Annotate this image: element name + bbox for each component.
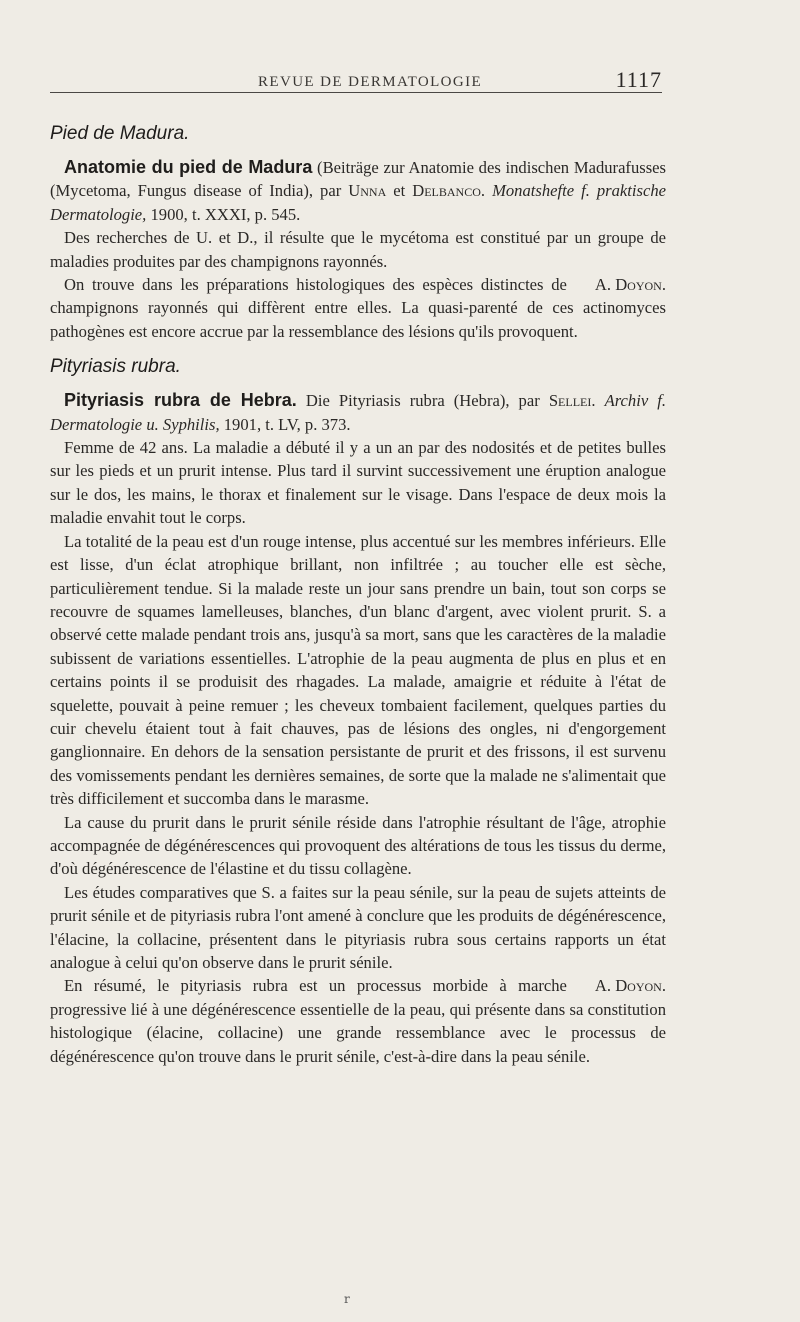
paragraph-text: On trouve dans les préparations histologiques des espèces distinctes de champignons rayonnés qui diffèrent entre elles. La quasi-parenté de ces actinomyces pathogènes est encore accrue par la ressemblance des lésions qu'ils provoquent.: [50, 275, 666, 341]
section-title-madura: Pied de Madura.: [50, 123, 190, 144]
article-title: Pityriasis rubra de Hebra.: [64, 390, 297, 411]
article-heading-pityriasis: [50, 389, 666, 436]
paragraph: La totalité de la peau est d'un rouge intense, plus accentué sur les membres inférieurs. Elle est lisse, d'un éclat atrophique brillant, non infiltrée ; au toucher elle est sèche, particulièrement tendue. Si la malade reste un jour sans prendre un bain, tout son corps se recouvre de squames lamelleuses, blanches, d'un blanc d'argent, avec violent prurit. S. a observé cette malade pendant trois ans, jusqu'à sa mort, sans que les caractères de la maladie subissent de variations essentielles. L'atrophie de la peau augmenta de plus en plus et en certains points il se produisit des rhagades. La malade, amaigrie et réduite à l'état de squelette, pouvait à peine remuer ; les cheveux tombaient facilement, quelques parties du cuir chevelu étaient tout à fait chauves, pas de lésions des ongles, ni d'engorgement ganglionnaire. En dehors de la sensation persistante de prurit et des frissons, il est survenu des vomissements pendant les dernières semaines, de sorte que la malade ne s'alimentait que très difficilement et succomba dans le marasme.: [50, 531, 666, 809]
citation-text: Die Pityriasis rubra (Hebra), par: [296, 391, 549, 411]
running-title: REVUE DE DERMATOLOGIE: [258, 74, 483, 90]
author-name: Delbanco.: [412, 181, 486, 201]
signature: A. Doyon.: [594, 976, 666, 996]
page-content: [50, 120, 666, 1068]
journal-name: Archiv f. Dermatologie u. Syphilis,: [50, 391, 667, 434]
paragraph: Les études comparatives que S. a faites sur la peau sénile, sur la peau de sujets atteints de prurit sénile et de pityriasis rubra l'ont amené à conclure que les produits de dégénérescence, l'élacine, la collacine, présentent dans le pityriasis rubra sous certains rapports un état analogue à celui qu'on observe dans le prurit sénile.: [50, 882, 666, 972]
article-title: Anatomie du pied de Madura: [64, 157, 313, 177]
article-heading-madura: [50, 156, 666, 226]
page-number: 1117: [615, 67, 662, 92]
paragraph: La cause du prurit dans le prurit sénile réside dans l'atrophie résultant de l'âge, atrophie accompagnée de dégénérescences qui provoquent des altérations de tous les tissus du derme, d'où dégénérescence de l'élastine et du tissu collagène.: [50, 812, 666, 879]
paragraph: Des recherches de U. et D., il résulte que le mycétoma est constitué par un groupe de maladies produites par des champignons rayonnés.: [50, 228, 666, 271]
signature: A. Doyon.: [594, 275, 666, 295]
printer-mark: r: [344, 1292, 350, 1306]
citation-text: 1900, t. XXXI, p. 545.: [146, 204, 301, 224]
citation-text: 1901, t. LV, p. 373.: [219, 414, 351, 434]
citation-text: et: [386, 181, 413, 201]
author-name: Sellei.: [548, 391, 596, 411]
page-header: [50, 64, 662, 93]
journal-name: Monatshefte f. praktische Dermatologie,: [50, 181, 666, 224]
citation-text: (Beiträge zur Anatomie des indischen Madurafusses (Mycetoma, Fungus disease of India), par: [50, 158, 666, 201]
author-name: Unna: [348, 181, 387, 201]
paragraph: [50, 273, 666, 343]
paragraph: [50, 974, 666, 1068]
paragraph-text: En résumé, le pityriasis rubra est un processus morbide à marche progressive lié à une dégénérescence essentielle de la peau, qui présente dans sa constitution histologique (élacine, collacine) une grande ressemblance avec le processus de dégénérescence qu'on trouve dans le prurit sénile, c'est-à-dire dans la peau sénile.: [50, 976, 666, 1066]
paragraph: Femme de 42 ans. La maladie a débuté il y a un an par des nodosités et de petites bulles sur les pieds et un prurit intense. Plus tard il survint successivement une éruption analogue sur le dos, les mains, le thorax et finalement sur le visage. Dans l'espace de deux mois la maladie envahit tout le corps.: [50, 438, 666, 528]
section-title-pityriasis: Pityriasis rubra.: [50, 356, 181, 378]
